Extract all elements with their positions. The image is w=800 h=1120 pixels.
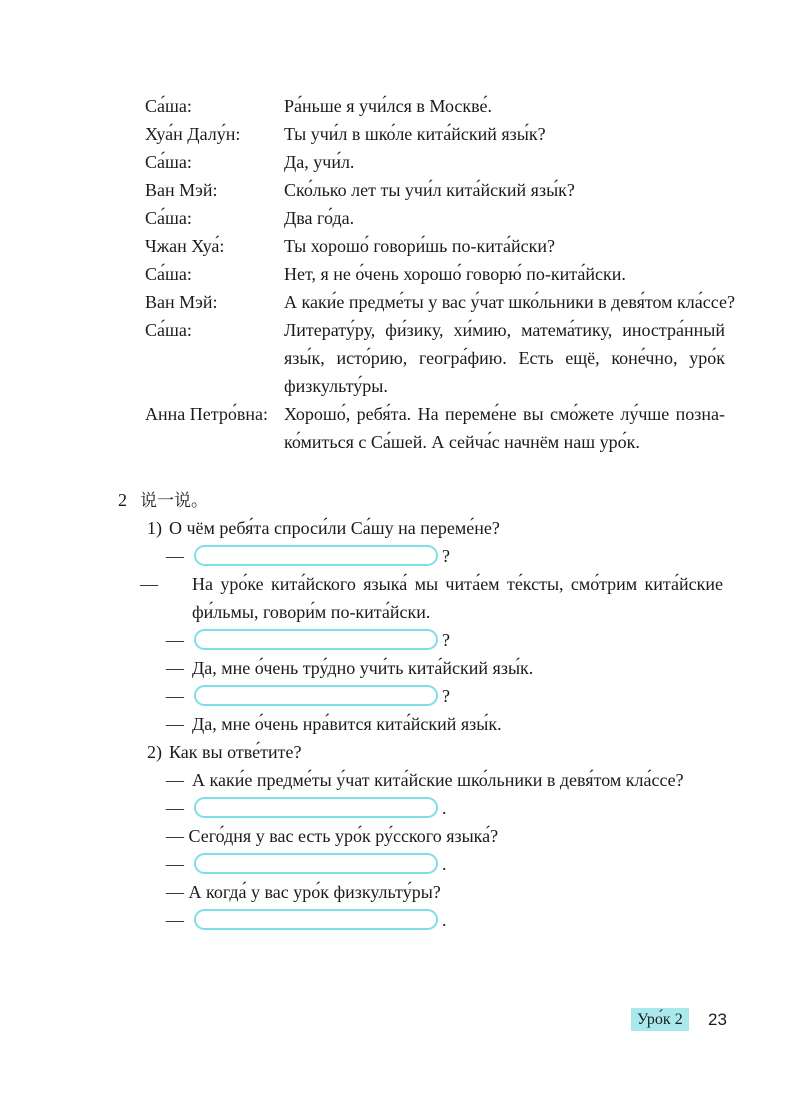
dash: —	[166, 770, 184, 790]
exercise-part-1	[140, 514, 728, 738]
blank-punctuation: .	[442, 854, 447, 874]
prompt-text: — Сего́дня у вас есть уро́к ру́сского языка́?	[166, 826, 499, 846]
reply-line	[166, 710, 697, 738]
dialogue-row	[145, 232, 725, 260]
dash: —	[166, 854, 184, 874]
speaker: Ван Мэй:	[145, 292, 218, 312]
answer-row	[166, 542, 728, 570]
speaker: Са́ша:	[145, 96, 192, 116]
lesson-badge: Уро́к 2	[631, 1008, 689, 1031]
dialogue-row	[145, 120, 725, 148]
dialogue-line: Ты хорошо́ говори́шь по-кита́йски?	[284, 236, 555, 256]
dialogue-line: А каки́е предме́ты у вас у́чат шко́льники в девя́том кла́ссе?	[284, 292, 735, 312]
dash: —	[166, 714, 184, 734]
dialogue-row	[145, 92, 725, 120]
reply-line	[140, 570, 723, 626]
answer-row	[166, 850, 728, 878]
dialogue-line: Нет, я не о́чень хорошо́ говорю́ по-кита́йски.	[284, 264, 626, 284]
dialogue-row	[145, 260, 725, 288]
reply-text: На уро́ке кита́йского языка́ мы чита́ем те́ксты, смо́трим кита́йские фи́льмы, говори́м по-кита́йски.	[192, 574, 723, 622]
question-text: О чём ребя́та спроси́ли Са́шу на переме́не?	[169, 518, 500, 538]
prompt-line	[166, 878, 697, 906]
part-question	[147, 738, 728, 766]
dialogue-line: Хорошо́, ребя́та. На переме́не вы смо́жете лу́чше познако́миться с Са́шей. А сейча́с начнём наш уро́к.	[284, 404, 725, 452]
speaker: Са́ша:	[145, 320, 192, 340]
dialogue-row	[145, 176, 725, 204]
answer-row	[166, 794, 728, 822]
dialogue-row	[145, 400, 725, 456]
speaker: Ван Мэй:	[145, 180, 218, 200]
dash: —	[166, 658, 184, 678]
blank-punctuation: .	[442, 910, 447, 930]
dialogue-row	[145, 204, 725, 232]
reply-line	[166, 654, 697, 682]
dialogue-line: Литерату́ру, фи́зику, хи́мию, матема́тику, иностра́нный язы́к, исто́рию, геогра́фию. Есть ещё, коне́чно, уро́к физкульту́ры.	[284, 320, 725, 396]
blank-punctuation: ?	[442, 630, 450, 650]
answer-row	[166, 626, 728, 654]
answer-blank-input[interactable]	[194, 853, 438, 874]
dialogue-line: Два го́да.	[284, 208, 355, 228]
prompt-text: А каки́е предме́ты у́чат кита́йские шко́льники в девя́том кла́ссе?	[192, 770, 684, 790]
exercise-heading	[118, 486, 728, 514]
dialogue-line: Ско́лько лет ты учи́л кита́йский язы́к?	[284, 180, 575, 200]
dash: —	[166, 686, 184, 706]
exercise-number: 2	[118, 490, 127, 510]
answer-blank-input[interactable]	[194, 545, 438, 566]
reply-text: Да, мне о́чень нра́вится кита́йский язы́к.	[192, 714, 502, 734]
dash: —	[166, 630, 184, 650]
speaker: Хуа́н Далу́н:	[145, 124, 241, 144]
blank-punctuation: ?	[442, 546, 450, 566]
prompt-line	[166, 822, 697, 850]
dialogue-row	[145, 288, 735, 316]
part-question	[147, 514, 728, 542]
dialogue-row	[145, 316, 725, 400]
exercise-title: 说一说。	[140, 491, 208, 511]
dash: —	[140, 574, 158, 594]
answer-blank-input[interactable]	[194, 629, 438, 650]
blank-punctuation: .	[442, 798, 447, 818]
reply-text: Да, мне о́чень тру́дно учи́ть кита́йский язы́к.	[192, 658, 534, 678]
speaker: Са́ша:	[145, 264, 192, 284]
exercise-part-2	[147, 738, 728, 934]
answer-blank-input[interactable]	[194, 685, 438, 706]
speaker: Анна Петро́вна:	[145, 404, 268, 424]
dialogue-row	[145, 148, 725, 176]
prompt-text: — А когда́ у вас уро́к физкульту́ры?	[166, 882, 441, 902]
dialogue-line: Ты учи́л в шко́ле кита́йский язы́к?	[284, 124, 546, 144]
answer-row	[166, 906, 728, 934]
answer-blank-input[interactable]	[194, 797, 438, 818]
dialogue-line: Ра́ньше я учи́лся в Москве́.	[284, 96, 493, 116]
dash: —	[166, 798, 184, 818]
part-number: 2)	[147, 742, 162, 762]
prompt-line	[166, 766, 697, 794]
speaker: Са́ша:	[145, 208, 192, 228]
blank-punctuation: ?	[442, 686, 450, 706]
dialogue	[145, 92, 735, 456]
answer-row	[166, 682, 728, 710]
dash: —	[166, 910, 184, 930]
dash: —	[166, 546, 184, 566]
speaker: Са́ша:	[145, 152, 192, 172]
dialogue-line: Да, учи́л.	[284, 152, 355, 172]
part-number: 1)	[147, 518, 162, 538]
question-text: Как вы отве́тите?	[169, 742, 302, 762]
answer-blank-input[interactable]	[194, 909, 438, 930]
page-number: 23	[708, 1010, 727, 1029]
speaker: Чжан Хуа́:	[145, 236, 225, 256]
exercise-2	[118, 486, 728, 934]
